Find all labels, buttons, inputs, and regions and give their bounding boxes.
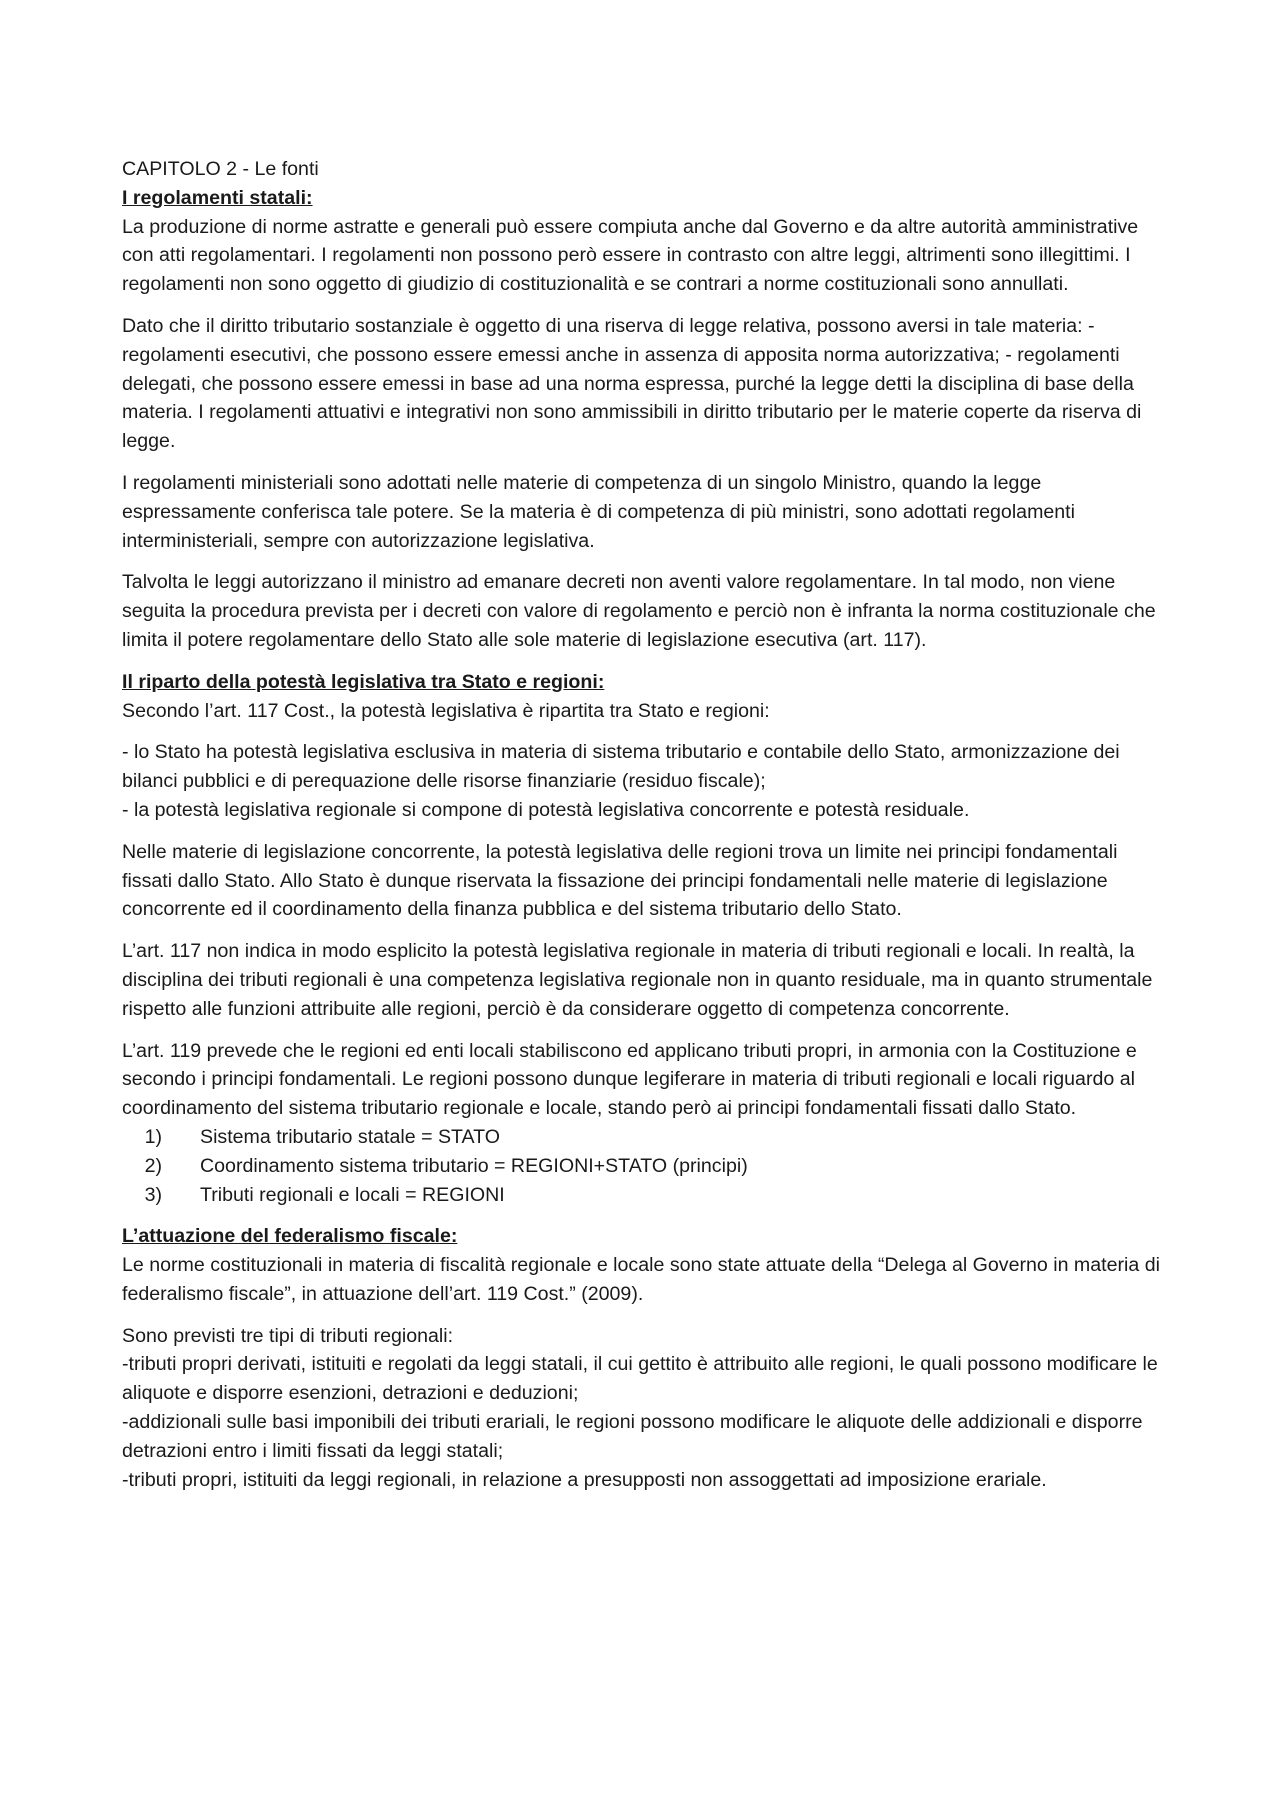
- list-item: -tributi propri derivati, istituiti e regolati da leggi statali, il cui gettito è attribuito alle regioni, le quali possono modificare le aliquote e disporre esenzioni, detrazioni e deduzioni;: [122, 1353, 1158, 1405]
- list-item: -addizionali sulle basi imponibili dei tributi erariali, le regioni possono modificare le aliquote delle addizionali e disporre detrazioni entro i limiti fissati da leggi statali;: [122, 1411, 1143, 1462]
- bullet-item: - lo Stato ha potestà legislativa esclusiva in materia di sistema tributario e contabile dello Stato, armonizzazione dei bilanci pubblici e di perequazione delle risorse finanziarie (residuo fiscale);: [122, 741, 1120, 793]
- chapter-title: CAPITOLO 2 - Le fonti: [122, 158, 319, 180]
- list-item: [122, 1123, 1172, 1152]
- paragraph: La produzione di norme astratte e generali può essere compiuta anche dal Governo e da altre autorità amministrative con atti regolamentari. I regolamenti non possono però essere in contrasto con altre leggi, altrimenti sono illegittimi. I regolamenti non sono oggetto di giudizio di costituzionalità e se contrari a norme costituzionali sono annullati.: [122, 215, 1139, 296]
- list-item: [122, 1152, 1172, 1181]
- document-page: [122, 155, 1172, 1494]
- bullet-item: - la potestà legislativa regionale si compone di potestà legislativa concorrente e potestà residuale.: [122, 798, 970, 821]
- paragraph: I regolamenti ministeriali sono adottati nelle materie di competenza di un singolo Ministro, quando la legge espressamente conferisca tale potere. Se la materia è di competenza di più ministri, sono adottati regolamenti interministeriali, sempre con autorizzazione legislativa.: [122, 471, 1075, 552]
- list-text: Tributi regionali e locali = REGIONI: [200, 1183, 505, 1206]
- paragraph: Secondo l’art. 117 Cost., la potestà legislativa è ripartita tra Stato e regioni:: [122, 699, 770, 722]
- list-text: Sistema tributario statale = STATO: [200, 1125, 501, 1148]
- paragraph: Sono previsti tre tipi di tributi regionali:: [122, 1324, 454, 1347]
- paragraph: Le norme costituzionali in materia di fiscalità regionale e locale sono state attuate della “Delega al Governo in materia di federalismo fiscale”, in attuazione dell’art. 119 Cost.” (2009).: [122, 1254, 1160, 1305]
- paragraph: L’art. 117 non indica in modo esplicito la potestà legislativa regionale in materia di tributi regionali e locali. In realtà, la disciplina dei tributi regionali è una competenza legislativa regionale non in quanto residuale, ma in quanto strumentale rispetto alle funzioni attribuite alle regioni, perciò è da considerare oggetto di competenza concorrente.: [122, 940, 1153, 1020]
- section-heading-regolamenti: I regolamenti statali:: [122, 186, 313, 209]
- list-text: Coordinamento sistema tributario = REGIONI+STATO (principi): [200, 1154, 748, 1177]
- list-number: 3): [144, 1183, 162, 1206]
- list-number: 2): [144, 1154, 162, 1177]
- paragraph: Dato che il diritto tributario sostanziale è oggetto di una riserva di legge relativa, possono aversi in tale materia: - regolamenti esecutivi, che possono essere emessi anche in assenza di apposita norma autorizzativa; - regolamenti delegati, che possono essere emessi in base ad una norma espressa, purché la legge detti la disciplina di base della materia. I regolamenti attuativi e integrativi non sono ammissibili in diritto tributario per le materie coperte da riserva di legge.: [122, 314, 1142, 453]
- section-heading-federalismo: L’attuazione del federalismo fiscale:: [122, 1225, 458, 1248]
- numbered-list: [122, 1123, 1172, 1209]
- paragraph: L’art. 119 prevede che le regioni ed enti locali stabiliscono ed applicano tributi propri, in armonia con la Costituzione e secondo i principi fondamentali. Le regioni possono dunque legiferare in materia di tributi regionali e locali riguardo al coordinamento del sistema tributario regionale e locale, stando però ai principi fondamentali fissati dallo Stato.: [122, 1039, 1137, 1120]
- section-heading-riparto: Il riparto della potestà legislativa tra Stato e regioni:: [122, 670, 605, 693]
- paragraph: Talvolta le leggi autorizzano il ministro ad emanare decreti non aventi valore regolamentare. In tal modo, non viene seguita la procedura prevista per i decreti con valore di regolamento e perciò non è infranta la norma costituzionale che limita il potere regolamentare dello Stato alle sole materie di legislazione esecutiva (art. 117).: [122, 571, 1156, 651]
- list-number: 1): [144, 1125, 162, 1148]
- paragraph: Nelle materie di legislazione concorrente, la potestà legislativa delle regioni trova un limite nei principi fondamentali fissati dallo Stato. Allo Stato è dunque riservata la fissazione dei principi fondamentali nelle materie di legislazione concorrente ed il coordinamento della finanza pubblica e del sistema tributario dello Stato.: [122, 840, 1118, 921]
- list-item: -tributi propri, istituiti da leggi regionali, in relazione a presupposti non assoggettati ad imposizione erariale.: [122, 1468, 1047, 1491]
- list-item: [122, 1181, 1172, 1210]
